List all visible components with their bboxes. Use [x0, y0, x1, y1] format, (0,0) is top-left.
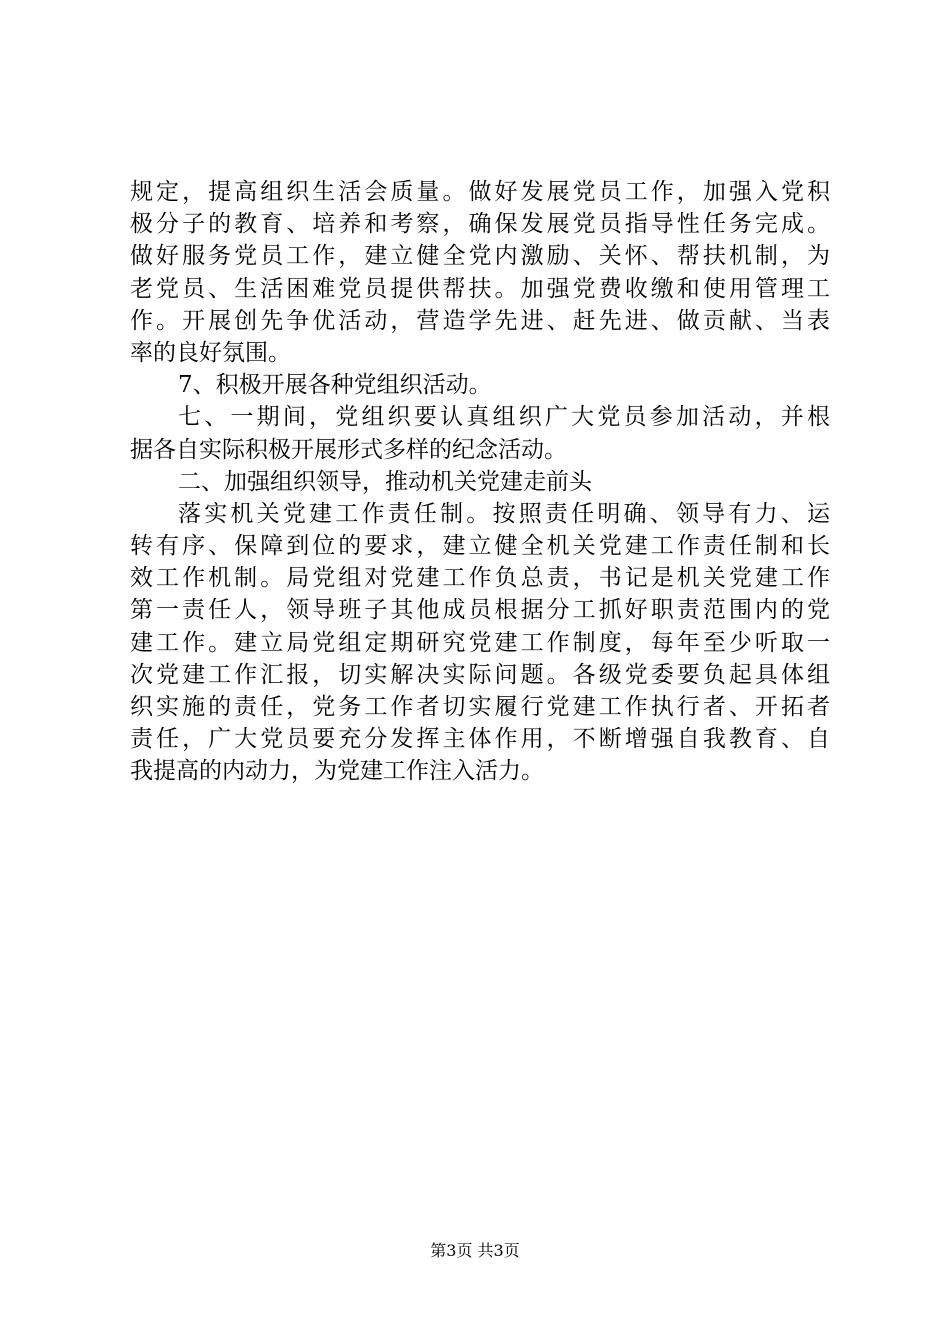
text-line: 织实施的责任，党务工作者切实履行党建工作执行者、开拓者: [130, 694, 830, 720]
text-line: 规定，提高组织生活会质量。做好发展党员工作，加强入党积: [130, 179, 830, 205]
text-line: 效工作机制。局党组对党建工作负总责，书记是机关党建工作: [130, 565, 830, 592]
text-line: 落实机关党建工作责任制。按照责任明确、领导有力、运: [178, 500, 830, 527]
text-line: 我提高的内动力，为党建工作注入活力。: [130, 758, 544, 785]
text-line: 建工作。建立局党组定期研究党建工作制度，每年至少听取一: [130, 629, 830, 656]
text-line: 老党员、生活困难党员提供帮扶。加强党费收缴和使用管理工: [130, 275, 830, 302]
body-text: [130, 176, 830, 788]
text-line: 第一责任人，领导班子其他成员根据分工抓好职责范围内的党: [130, 597, 830, 624]
section-heading: 二、加强组织领导，推动机关党建走前头: [178, 468, 592, 495]
text-line: 次党建工作汇报，切实解决实际问题。各级党委要负起具体组: [130, 661, 830, 688]
text-line: 做好服务党员工作，建立健全党内激励、关怀、帮扶机制，为: [130, 243, 830, 270]
text-line: 极分子的教育、培养和考察，确保发展党员指导性任务完成。: [130, 211, 830, 238]
text-line: 率的良好氛围。: [130, 339, 291, 366]
text-line: 七、一期间，党组织要认真组织广大党员参加活动，并根: [178, 404, 830, 431]
text-line: 转有序、保障到位的要求，建立健全机关党建工作责任制和长: [130, 533, 830, 560]
text-line: 据各自实际积极开展形式多样的纪念活动。: [130, 436, 567, 463]
page-footer: [0, 1240, 950, 1262]
text-line: 责任，广大党员要充分发挥主体作用，不断增强自我教育、自: [130, 726, 830, 753]
page-number-label: 第3页 共3页: [430, 1241, 520, 1260]
text-line: 7、积极开展各种党组织活动。: [178, 372, 492, 399]
text-line: 作。开展创先争优活动，营造学先进、赶先进、做贡献、当表: [130, 307, 830, 334]
